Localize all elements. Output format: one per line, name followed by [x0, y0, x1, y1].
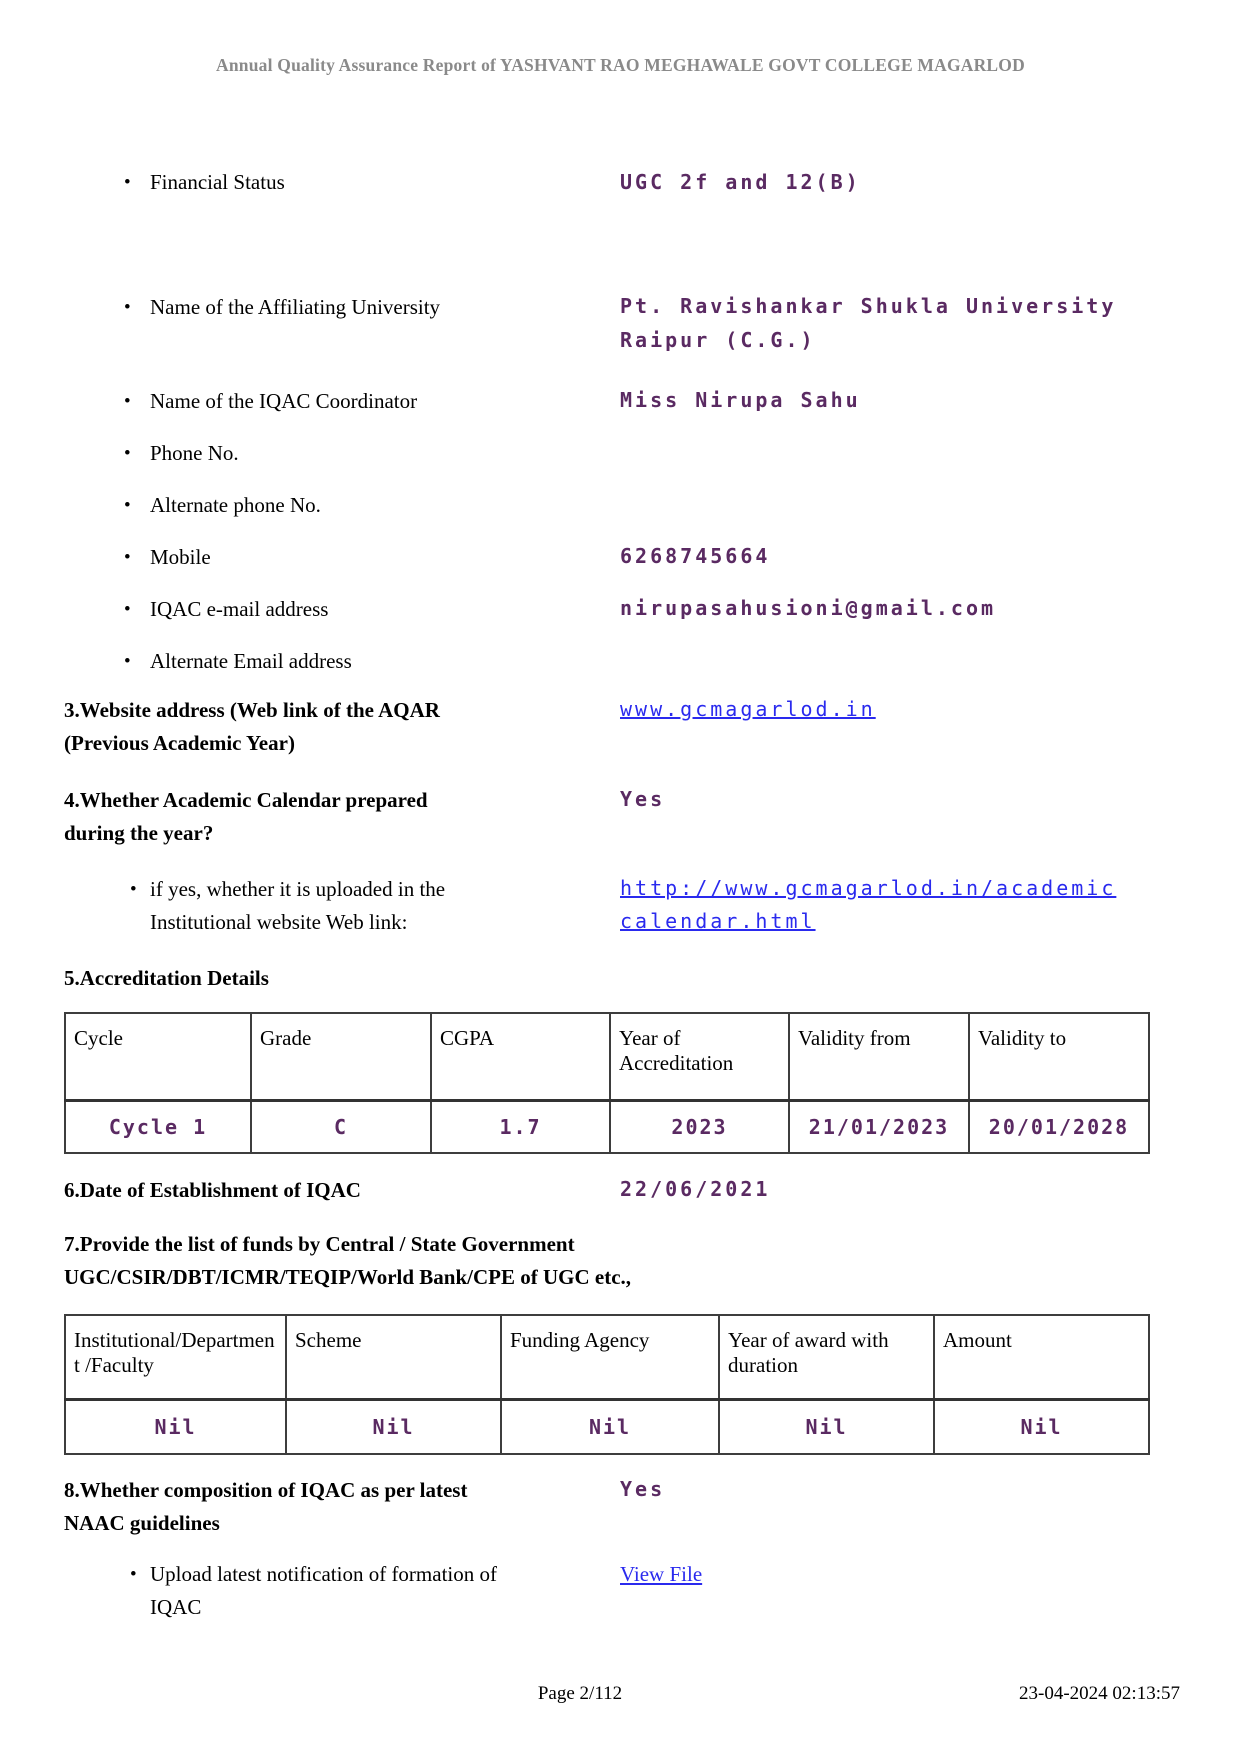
bullet-icon: • [124, 391, 131, 412]
funds-cell-scheme: Nil [286, 1399, 501, 1454]
academic-calendar-link-line2[interactable]: calendar.html [620, 909, 816, 933]
accreditation-header-validity-from: Validity from [789, 1013, 969, 1100]
section4-value: Yes [620, 787, 666, 811]
field-label-alternate-email: Alternate Email address [150, 649, 352, 673]
section4-label-line2: during the year? [64, 821, 214, 845]
section4-upload-label-line2: Institutional website Web link: [150, 910, 408, 934]
accreditation-table [64, 1012, 1150, 1154]
bullet-icon: • [124, 599, 131, 620]
accreditation-cell-grade: C [251, 1100, 431, 1153]
accreditation-header-grade: Grade [251, 1013, 431, 1100]
footer-timestamp: 23-04-2024 02:13:57 [1019, 1683, 1180, 1704]
section8-upload-label-line1: Upload latest notification of formation of [150, 1562, 497, 1586]
field-label-alternate-phone-no: Alternate phone No. [150, 493, 321, 517]
view-file-link[interactable]: View File [620, 1562, 703, 1586]
section8-label-line1: 8.Whether composition of IQAC as per latest [64, 1478, 468, 1502]
field-value-affiliating-university-line1: Pt. Ravishankar Shukla University [620, 294, 1117, 318]
field-label-phone-no: Phone No. [150, 441, 239, 465]
field-label-iqac-coordinator: Name of the IQAC Coordinator [150, 389, 418, 413]
section8-upload-label-line2: IQAC [150, 1595, 202, 1619]
funds-header-year-of-award: Year of award with duration [719, 1315, 934, 1399]
table-row [65, 1100, 1149, 1153]
accreditation-header-cgpa: CGPA [431, 1013, 610, 1100]
field-label-mobile: Mobile [150, 545, 211, 569]
accreditation-cell-cgpa: 1.7 [431, 1100, 610, 1153]
accreditation-table-header-row [65, 1013, 1149, 1100]
accreditation-header-validity-to: Validity to [969, 1013, 1149, 1100]
accreditation-cell-validity-from: 21/01/2023 [789, 1100, 969, 1153]
funds-cell-institution: Nil [65, 1399, 286, 1454]
accreditation-cell-cycle: Cycle 1 [65, 1100, 251, 1153]
section6-label: 6.Date of Establishment of IQAC [64, 1178, 361, 1202]
funds-cell-year-of-award: Nil [719, 1399, 934, 1454]
bullet-icon: • [124, 297, 131, 318]
field-value-iqac-coordinator: Miss Nirupa Sahu [620, 388, 861, 412]
bullet-icon: • [124, 651, 131, 672]
table-row [65, 1399, 1149, 1454]
accreditation-cell-year: 2023 [610, 1100, 789, 1153]
section6-value: 22/06/2021 [620, 1177, 771, 1201]
bullet-icon: • [124, 547, 131, 568]
bullet-icon: • [124, 495, 131, 516]
accreditation-header-cycle: Cycle [65, 1013, 251, 1100]
section3-label-line1: 3.Website address (Web link of the AQAR [64, 698, 440, 722]
section5-heading: 5.Accreditation Details [64, 966, 269, 990]
website-address-link[interactable]: www.gcmagarlod.in [620, 697, 876, 721]
bullet-icon: • [130, 879, 137, 900]
accreditation-header-year: Year of Accreditation [610, 1013, 789, 1100]
section4-label-line1: 4.Whether Academic Calendar prepared [64, 788, 428, 812]
funds-cell-funding-agency: Nil [501, 1399, 719, 1454]
field-value-affiliating-university-line2: Raipur (C.G.) [620, 328, 816, 352]
funds-header-amount: Amount [934, 1315, 1149, 1399]
field-label-affiliating-university: Name of the Affiliating University [150, 295, 441, 319]
accreditation-cell-validity-to: 20/01/2028 [969, 1100, 1149, 1153]
field-value-iqac-email: nirupasahusioni@gmail.com [620, 596, 997, 620]
page-header-title: Annual Quality Assurance Report of YASHVANT RAO MEGHAWALE GOVT COLLEGE MAGARLOD [216, 55, 1025, 75]
field-value-financial-status: UGC 2f and 12(B) [620, 170, 861, 194]
funds-header-funding-agency: Funding Agency [501, 1315, 719, 1399]
bullet-icon: • [124, 443, 131, 464]
field-value-mobile: 6268745664 [620, 544, 771, 568]
funds-table-header-row [65, 1315, 1149, 1399]
section3-label-line2: (Previous Academic Year) [64, 731, 295, 755]
funds-table [64, 1314, 1150, 1455]
section7-label-line1: 7.Provide the list of funds by Central / State Government [64, 1232, 575, 1256]
funds-cell-amount: Nil [934, 1399, 1149, 1454]
section8-label-line2: NAAC guidelines [64, 1511, 220, 1535]
funds-header-institution: Institutional/Department /Faculty [65, 1315, 286, 1399]
section7-label-line2: UGC/CSIR/DBT/ICMR/TEQIP/World Bank/CPE of UGC etc., [64, 1265, 632, 1289]
funds-header-scheme: Scheme [286, 1315, 501, 1399]
field-label-iqac-email: IQAC e-mail address [150, 597, 329, 621]
section8-value: Yes [620, 1477, 666, 1501]
field-label-financial-status: Financial Status [150, 170, 285, 194]
footer-page-number: Page 2/112 [537, 1683, 623, 1704]
section4-upload-label-line1: if yes, whether it is uploaded in the [150, 877, 446, 901]
bullet-icon: • [124, 172, 131, 193]
academic-calendar-link-line1[interactable]: http://www.gcmagarlod.in/academic [620, 876, 1117, 900]
bullet-icon: • [130, 1564, 137, 1585]
